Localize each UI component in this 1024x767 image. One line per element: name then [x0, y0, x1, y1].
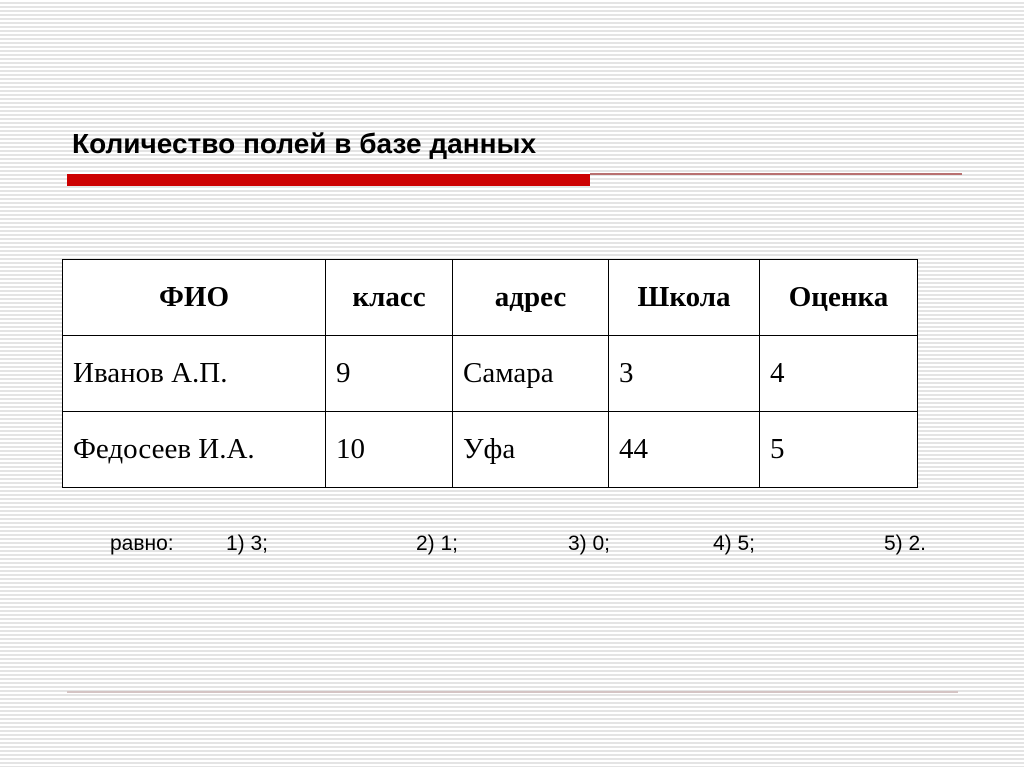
answer-option-1: 1) 3;	[226, 532, 269, 555]
cell-fio: Иванов А.П.	[63, 336, 326, 412]
answer-option-3: 3) 0;	[568, 532, 611, 555]
header-address: адрес	[453, 260, 609, 336]
header-school: Школа	[609, 260, 760, 336]
cell-school: 44	[609, 412, 760, 488]
cell-class: 9	[326, 336, 453, 412]
answer-option-4: 4) 5;	[713, 532, 756, 555]
table-row	[63, 412, 918, 488]
table-header-row	[63, 260, 918, 336]
cell-grade: 5	[760, 412, 918, 488]
slide-title: Количество полей в базе данных	[72, 128, 537, 159]
cell-school: 3	[609, 336, 760, 412]
header-class: класс	[326, 260, 453, 336]
cell-address: Самара	[453, 336, 609, 412]
database-table	[62, 259, 918, 488]
cell-grade: 4	[760, 336, 918, 412]
title-divider-line	[590, 173, 962, 175]
answer-option-2: 2) 1;	[416, 532, 459, 555]
table-row	[63, 336, 918, 412]
header-grade: Оценка	[760, 260, 918, 336]
cell-address: Уфа	[453, 412, 609, 488]
title-accent-bar	[67, 174, 590, 186]
header-fio: ФИО	[63, 260, 326, 336]
cell-class: 10	[326, 412, 453, 488]
answer-option-5: 5) 2.	[884, 532, 927, 555]
answers-label: равно:	[110, 532, 174, 555]
cell-fio: Федосеев И.А.	[63, 412, 326, 488]
footer-divider-line	[67, 691, 958, 693]
